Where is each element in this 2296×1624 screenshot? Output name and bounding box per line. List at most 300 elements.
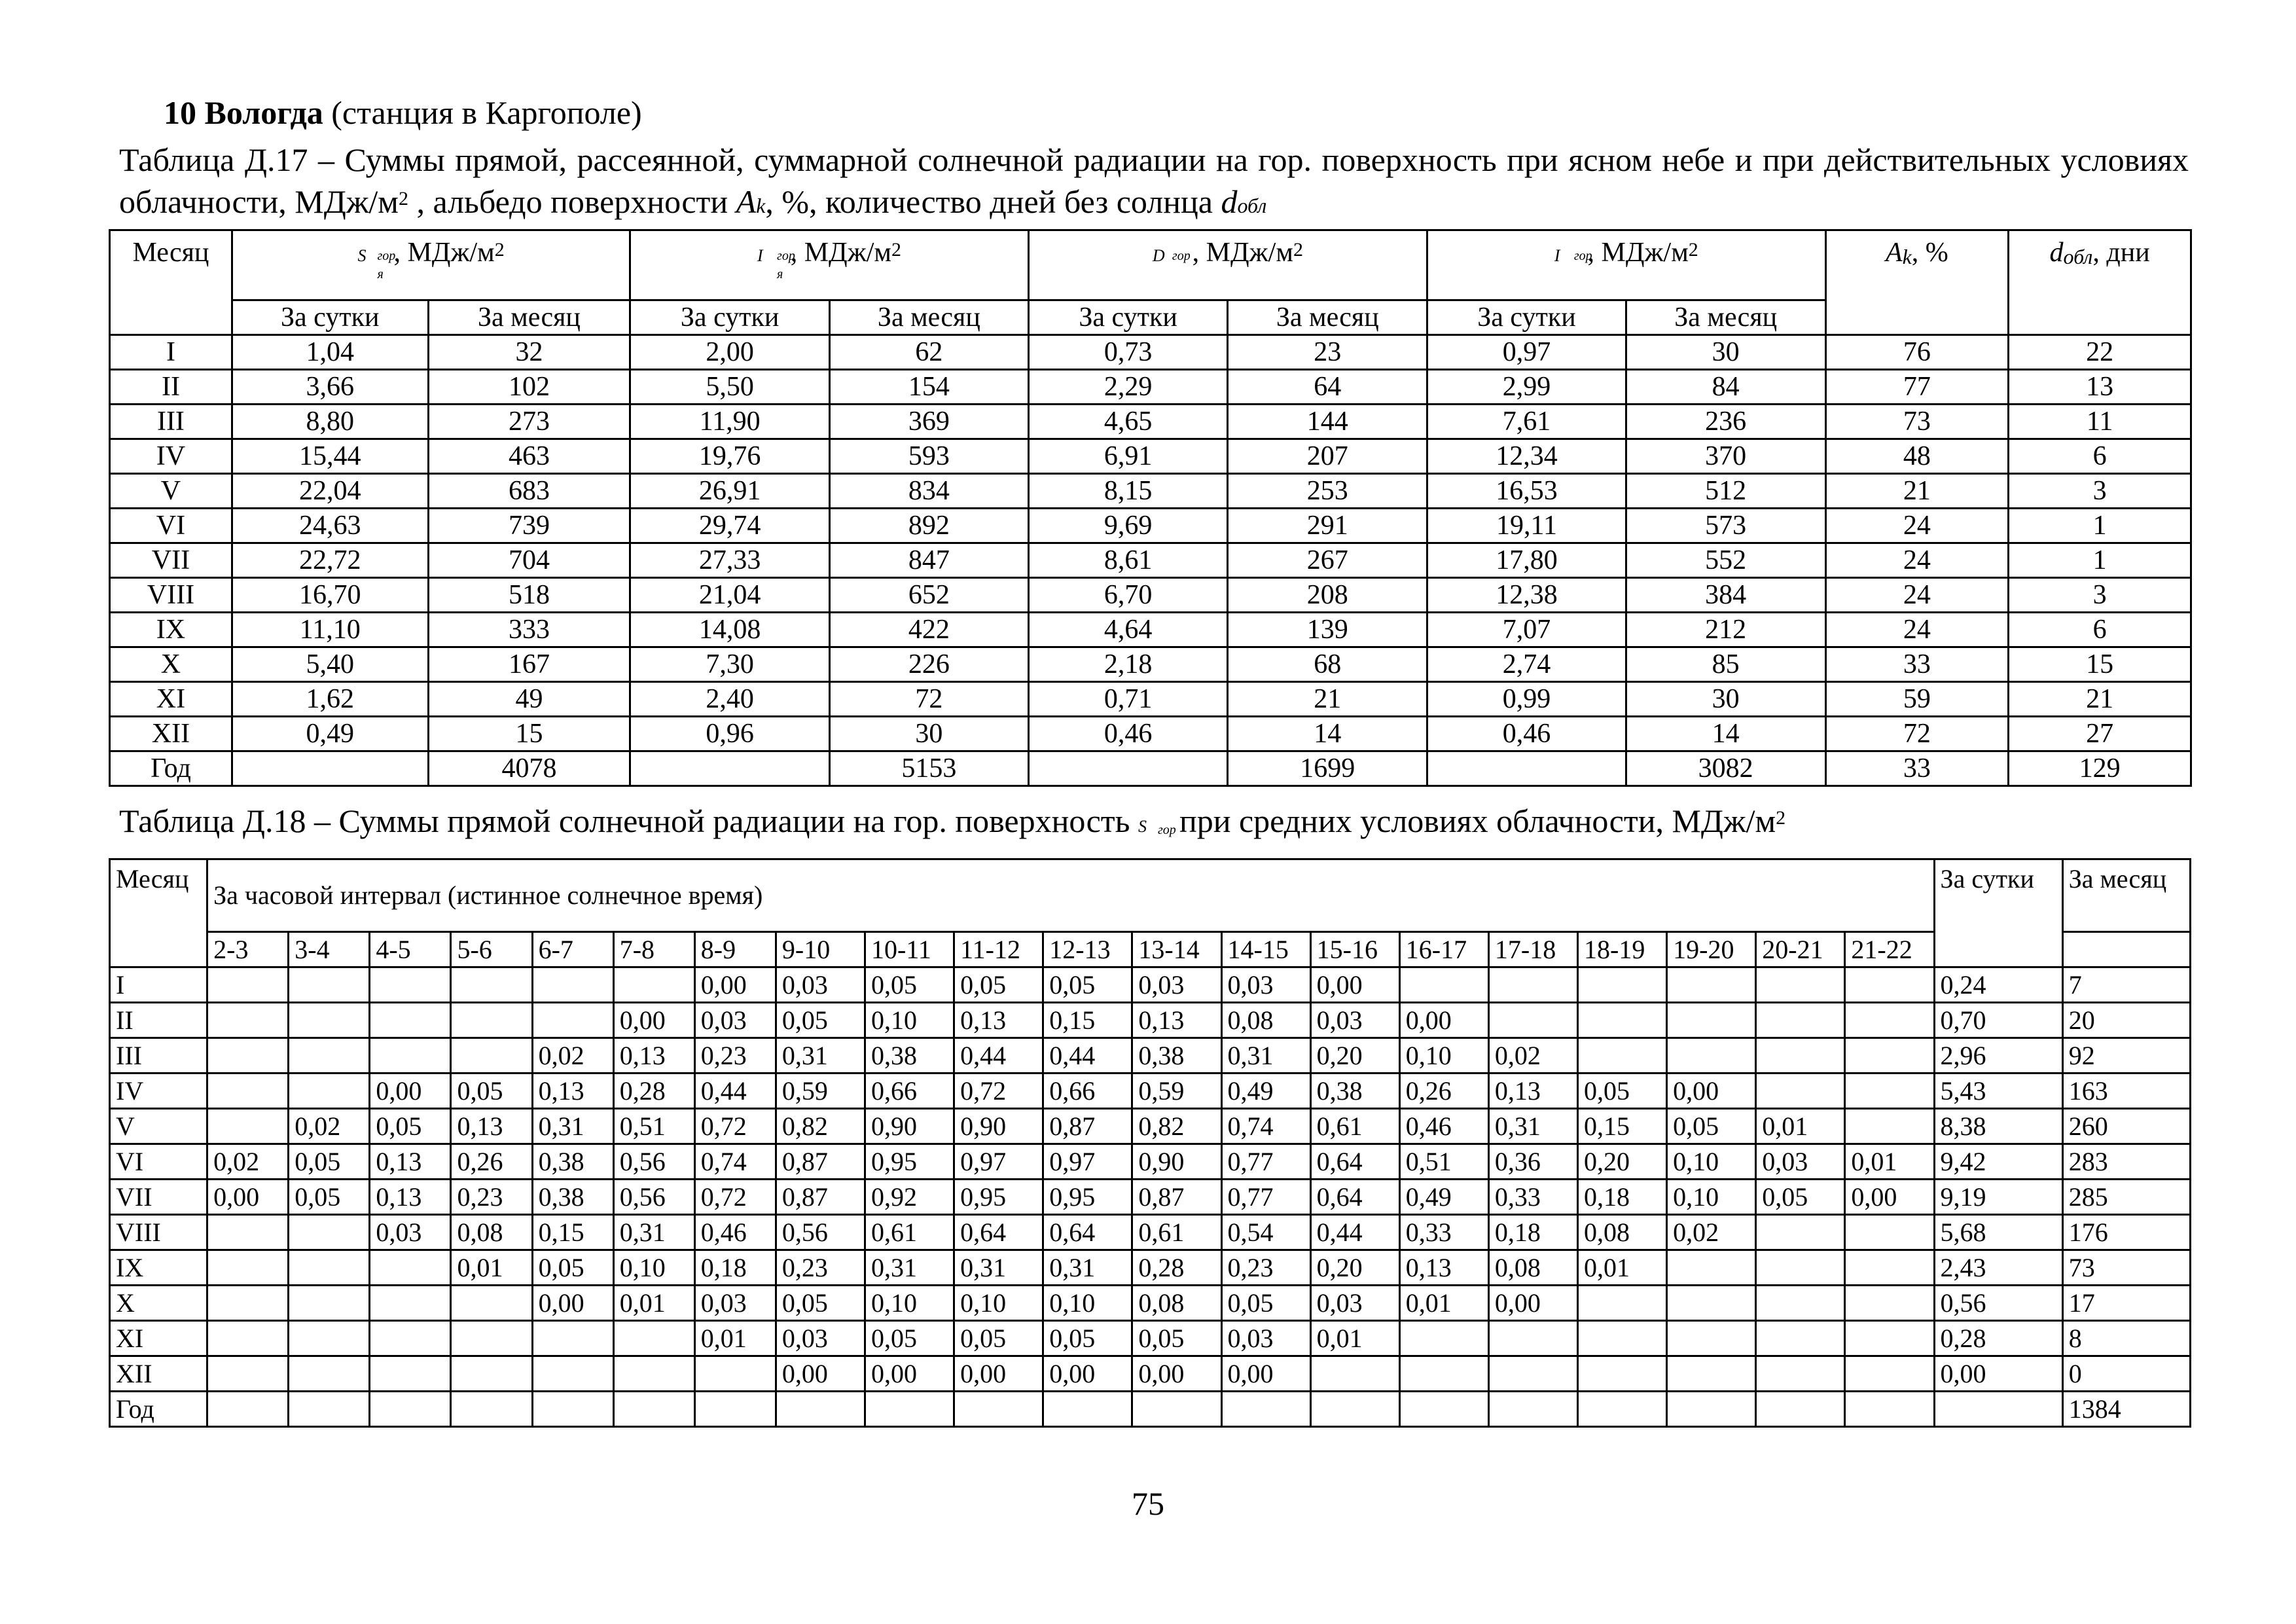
table2-hour-header: 12-13 bbox=[1043, 932, 1132, 967]
table2-value-cell bbox=[1845, 1286, 1934, 1321]
table2-value-cell bbox=[1756, 1356, 1845, 1392]
table1-value-cell: 5,40 bbox=[232, 647, 428, 682]
table2-value-cell: 0,72 bbox=[694, 1180, 776, 1215]
table1-value-cell: 27 bbox=[2009, 717, 2191, 751]
table2-month-cell: I bbox=[110, 967, 207, 1003]
table2-hour-header: 2-3 bbox=[207, 932, 289, 967]
table2-value-cell: 0,44 bbox=[1310, 1215, 1399, 1250]
table1-value-cell: 19,76 bbox=[630, 439, 830, 474]
table2-value-cell bbox=[370, 1321, 451, 1356]
table2-value-cell: 0,10 bbox=[1043, 1286, 1132, 1321]
table2-month-cell: II bbox=[110, 1003, 207, 1038]
table1-value-cell: 273 bbox=[428, 405, 630, 439]
table1-value-cell: 253 bbox=[1228, 474, 1427, 509]
table2-value-cell: 0,31 bbox=[865, 1250, 954, 1286]
table2-hour-header: 16-17 bbox=[1399, 932, 1488, 967]
direct-symbol-sup: гор bbox=[377, 249, 396, 263]
table2-value-cell bbox=[613, 1356, 694, 1392]
table2-value-cell: 0,00 bbox=[532, 1286, 613, 1321]
table2-value-cell bbox=[694, 1392, 776, 1427]
table1-caption-mid2: , %, количество дней без солнца bbox=[765, 183, 1221, 220]
table2-value-cell: 8 bbox=[2062, 1321, 2190, 1356]
table1-value-cell: 7,07 bbox=[1427, 613, 1626, 647]
table2-month-cell: VII bbox=[110, 1180, 207, 1215]
table2-value-cell bbox=[451, 1003, 532, 1038]
table2-caption-sup: 2 bbox=[1776, 807, 1786, 829]
table2-value-cell: 0,10 bbox=[954, 1286, 1043, 1321]
table1-body bbox=[110, 335, 2191, 786]
table2-value-cell: 0,05 bbox=[776, 1286, 865, 1321]
table2-row bbox=[110, 1356, 2191, 1392]
table2-value-cell: 0,18 bbox=[1578, 1180, 1667, 1215]
table2-value-cell: 0,87 bbox=[1132, 1180, 1221, 1215]
table1-value-cell: 26,91 bbox=[630, 474, 830, 509]
table2-value-cell: 0,74 bbox=[1221, 1109, 1310, 1144]
table2-value-cell bbox=[1310, 1392, 1399, 1427]
table2-value-cell bbox=[207, 1286, 289, 1321]
albedo-unit: , % bbox=[1911, 238, 1948, 268]
table2-value-cell: 0,03 bbox=[1310, 1003, 1399, 1038]
table2-value-cell: 0,10 bbox=[1667, 1144, 1756, 1180]
table1-value-cell: 512 bbox=[1626, 474, 1825, 509]
table2-value-cell bbox=[1756, 1392, 1845, 1427]
table1-value-cell: 15 bbox=[428, 717, 630, 751]
table1-total-header bbox=[1427, 230, 1825, 300]
table1-value-cell: 22 bbox=[2009, 335, 2191, 370]
table2-value-cell bbox=[289, 1074, 370, 1109]
table2-value-cell bbox=[1756, 1215, 1845, 1250]
table2-value-cell bbox=[1756, 1074, 1845, 1109]
table2-value-cell: 8,38 bbox=[1934, 1109, 2062, 1144]
table1-row bbox=[110, 682, 2191, 717]
table2-value-cell bbox=[289, 1250, 370, 1286]
table2-value-cell: 5,68 bbox=[1934, 1215, 2062, 1250]
table1-value-cell: 0,96 bbox=[630, 717, 830, 751]
table2-value-cell bbox=[1399, 1321, 1488, 1356]
table1-caption bbox=[119, 139, 2189, 223]
table2-value-cell bbox=[207, 1250, 289, 1286]
table2-value-cell: 0,15 bbox=[1578, 1109, 1667, 1144]
table1-value-cell: 6,91 bbox=[1028, 439, 1228, 474]
table2-value-cell bbox=[1756, 1286, 1845, 1321]
table2-value-cell bbox=[1845, 1392, 1934, 1427]
table2-value-cell: 0,90 bbox=[1132, 1144, 1221, 1180]
table2-value-cell bbox=[954, 1392, 1043, 1427]
table1-month-cell: Год bbox=[110, 751, 232, 786]
table2-value-cell: 0,08 bbox=[1132, 1286, 1221, 1321]
table1-value-cell bbox=[630, 751, 830, 786]
table2-value-cell: 0,00 bbox=[1399, 1003, 1488, 1038]
table2-value-cell: 0,36 bbox=[1488, 1144, 1577, 1180]
table2-month-cell: Год bbox=[110, 1392, 207, 1427]
table2-value-cell bbox=[1667, 1356, 1756, 1392]
table2-value-cell: 0,01 bbox=[451, 1250, 532, 1286]
table2-value-cell: 0,64 bbox=[1043, 1215, 1132, 1250]
table2-value-cell: 0,00 bbox=[1934, 1356, 2062, 1392]
table1-value-cell: 0,99 bbox=[1427, 682, 1626, 717]
table2-value-cell: 0,31 bbox=[1043, 1250, 1132, 1286]
table2-value-cell: 0,54 bbox=[1221, 1215, 1310, 1250]
table2-value-cell: 0,00 bbox=[1845, 1180, 1934, 1215]
table1-value-cell: 15 bbox=[2009, 647, 2191, 682]
table1-value-cell: 7,61 bbox=[1427, 405, 1626, 439]
table1-value-cell bbox=[1427, 751, 1626, 786]
table2-value-cell: 0,01 bbox=[1845, 1144, 1934, 1180]
table2-value-cell bbox=[532, 1356, 613, 1392]
table2-value-cell: 0,00 bbox=[694, 967, 776, 1003]
table1-value-cell: 4078 bbox=[428, 751, 630, 786]
table2-per-day-header: За сутки bbox=[1934, 859, 2062, 967]
table1-value-cell: 5,50 bbox=[630, 370, 830, 405]
table2-value-cell: 0,01 bbox=[694, 1321, 776, 1356]
table2-value-cell: 0,13 bbox=[370, 1144, 451, 1180]
table1-value-cell: 48 bbox=[1825, 439, 2009, 474]
table2-value-cell: 0,49 bbox=[1399, 1180, 1488, 1215]
table1-value-cell: 1 bbox=[2009, 543, 2191, 578]
table2-value-cell: 0,77 bbox=[1221, 1144, 1310, 1180]
table2-per-month-header-cont bbox=[2062, 932, 2190, 967]
table2-value-cell: 163 bbox=[2062, 1074, 2190, 1109]
table1-subheader-day: За сутки bbox=[1427, 300, 1626, 335]
table2-interval-header: За часовой интервал (истинное солнечное время) bbox=[207, 859, 1934, 932]
table1-row bbox=[110, 439, 2191, 474]
table2-value-cell: 0,95 bbox=[954, 1180, 1043, 1215]
table1-value-cell: 267 bbox=[1228, 543, 1427, 578]
table1-month-header: Месяц bbox=[110, 230, 232, 335]
total-clear-symbol: I bbox=[757, 246, 763, 265]
table1-value-cell: 593 bbox=[830, 439, 1029, 474]
table2-value-cell: 0,00 bbox=[370, 1074, 451, 1109]
table1-caption-d: d bbox=[1221, 183, 1238, 220]
table2-hour-header: 18-19 bbox=[1578, 932, 1667, 967]
table2-value-cell: 0,08 bbox=[1221, 1003, 1310, 1038]
table2-value-cell: 0,02 bbox=[1488, 1038, 1577, 1074]
table1-row bbox=[110, 647, 2191, 682]
table2-value-cell bbox=[1399, 1356, 1488, 1392]
table1-value-cell: 739 bbox=[428, 509, 630, 543]
table1-value-cell: 24 bbox=[1825, 578, 2009, 613]
table2-value-cell: 0,56 bbox=[1934, 1286, 2062, 1321]
table2-value-cell bbox=[1845, 1250, 1934, 1286]
table1-subheader-day: За сутки bbox=[1028, 300, 1228, 335]
table1-value-cell: 3082 bbox=[1626, 751, 1825, 786]
table1-value-cell: 208 bbox=[1228, 578, 1427, 613]
table2-value-cell: 0,13 bbox=[613, 1038, 694, 1074]
table1-value-cell: 73 bbox=[1825, 405, 2009, 439]
table2-value-cell: 7 bbox=[2062, 967, 2190, 1003]
table2-value-cell bbox=[207, 1392, 289, 1427]
table2-value-cell: 0,31 bbox=[613, 1215, 694, 1250]
table2-value-cell: 283 bbox=[2062, 1144, 2190, 1180]
table1-caption-mid: , альбедо поверхности bbox=[408, 183, 736, 220]
table1-value-cell: 8,61 bbox=[1028, 543, 1228, 578]
table2-value-cell bbox=[1845, 1356, 1934, 1392]
table1-value-cell: 154 bbox=[830, 370, 1029, 405]
table2-value-cell bbox=[207, 1074, 289, 1109]
table1-caption-ak-sub: k bbox=[756, 194, 766, 217]
table2-value-cell: 0,10 bbox=[1399, 1038, 1488, 1074]
table1-value-cell: 1,04 bbox=[232, 335, 428, 370]
table2-value-cell: 0,38 bbox=[1132, 1038, 1221, 1074]
table2-value-cell: 0,38 bbox=[532, 1144, 613, 1180]
table2-month-header: Месяц bbox=[110, 859, 207, 967]
table1-value-cell: 22,72 bbox=[232, 543, 428, 578]
table1-month-cell: IX bbox=[110, 613, 232, 647]
table1-value-cell: 552 bbox=[1626, 543, 1825, 578]
hourly-direct-radiation-table bbox=[109, 858, 2191, 1428]
table2-value-cell bbox=[1756, 1038, 1845, 1074]
table2-value-cell bbox=[532, 1392, 613, 1427]
table2-value-cell: 0,28 bbox=[613, 1074, 694, 1109]
sunless-symbol: d bbox=[2049, 238, 2064, 268]
table2-value-cell: 0,08 bbox=[451, 1215, 532, 1250]
table2-value-cell: 0,10 bbox=[865, 1286, 954, 1321]
table1-value-cell: 422 bbox=[830, 613, 1029, 647]
table2-value-cell: 0,05 bbox=[1756, 1180, 1845, 1215]
table1-value-cell: 892 bbox=[830, 509, 1029, 543]
table2-value-cell: 9,42 bbox=[1934, 1144, 2062, 1180]
table2-value-cell bbox=[1132, 1392, 1221, 1427]
table1-month-cell: VII bbox=[110, 543, 232, 578]
table2-hour-header: 13-14 bbox=[1132, 932, 1221, 967]
table2-value-cell: 260 bbox=[2062, 1109, 2190, 1144]
radiation-clear-sky-table bbox=[109, 229, 2192, 787]
table2-value-cell: 0,05 bbox=[1043, 967, 1132, 1003]
table2-row bbox=[110, 1038, 2191, 1074]
table2-value-cell: 0,13 bbox=[1488, 1074, 1577, 1109]
diffuse-unit: , МДж/м bbox=[1192, 238, 1293, 268]
table1-value-cell bbox=[1028, 751, 1228, 786]
table2-value-cell: 176 bbox=[2062, 1215, 2190, 1250]
table2-value-cell bbox=[370, 1250, 451, 1286]
table1-value-cell: 27,33 bbox=[630, 543, 830, 578]
table2-value-cell: 0,97 bbox=[1043, 1144, 1132, 1180]
table1-month-cell: XII bbox=[110, 717, 232, 751]
table2-value-cell: 0,59 bbox=[776, 1074, 865, 1109]
table2-value-cell bbox=[865, 1392, 954, 1427]
table2-value-cell: 0,33 bbox=[1488, 1180, 1577, 1215]
table2-value-cell bbox=[532, 967, 613, 1003]
table2-value-cell bbox=[1845, 1038, 1934, 1074]
table1-value-cell: 23 bbox=[1228, 335, 1427, 370]
table2-value-cell: 0,95 bbox=[865, 1144, 954, 1180]
table2-value-cell: 0,13 bbox=[532, 1074, 613, 1109]
table2-value-cell: 0,00 bbox=[207, 1180, 289, 1215]
table1-value-cell: 16,53 bbox=[1427, 474, 1626, 509]
table1-value-cell: 0,73 bbox=[1028, 335, 1228, 370]
table1-month-cell: IV bbox=[110, 439, 232, 474]
table1-subheader-day: За сутки bbox=[232, 300, 428, 335]
table1-value-cell: 207 bbox=[1228, 439, 1427, 474]
table2-value-cell bbox=[370, 1038, 451, 1074]
table2-hour-header: 15-16 bbox=[1310, 932, 1399, 967]
table2-value-cell: 17 bbox=[2062, 1286, 2190, 1321]
table2-value-cell bbox=[1756, 967, 1845, 1003]
table2-value-cell bbox=[1488, 1321, 1577, 1356]
table2-hour-header: 20-21 bbox=[1756, 932, 1845, 967]
table1-month-cell: XI bbox=[110, 682, 232, 717]
table2-value-cell: 0,49 bbox=[1221, 1074, 1310, 1109]
table2-value-cell: 0,92 bbox=[865, 1180, 954, 1215]
table1-value-cell: 30 bbox=[830, 717, 1029, 751]
table2-value-cell: 0,15 bbox=[1043, 1003, 1132, 1038]
table1-value-cell: 0,97 bbox=[1427, 335, 1626, 370]
table2-value-cell bbox=[1756, 1003, 1845, 1038]
table1-value-cell: 30 bbox=[1626, 335, 1825, 370]
table1-month-cell: VI bbox=[110, 509, 232, 543]
total-clear-symbol-sub: я bbox=[777, 267, 783, 281]
table2-hours-row bbox=[110, 932, 2191, 967]
table1-value-cell: 2,40 bbox=[630, 682, 830, 717]
table2-value-cell: 0,05 bbox=[289, 1144, 370, 1180]
table2-value-cell: 0,59 bbox=[1132, 1074, 1221, 1109]
table2-value-cell bbox=[451, 1356, 532, 1392]
table2-hour-header: 19-20 bbox=[1667, 932, 1756, 967]
table1-value-cell: 102 bbox=[428, 370, 630, 405]
table2-month-cell: X bbox=[110, 1286, 207, 1321]
table1-value-cell: 0,71 bbox=[1028, 682, 1228, 717]
table2-value-cell: 0,01 bbox=[1756, 1109, 1845, 1144]
table1-caption-ak: A bbox=[736, 183, 757, 220]
table2-value-cell bbox=[1399, 1392, 1488, 1427]
table1-value-cell: 11,90 bbox=[630, 405, 830, 439]
table2-value-cell bbox=[1934, 1392, 2062, 1427]
table2-row bbox=[110, 1250, 2191, 1286]
table2-value-cell: 0,20 bbox=[1310, 1038, 1399, 1074]
table2-hour-header: 9-10 bbox=[776, 932, 865, 967]
table1-value-cell: 167 bbox=[428, 647, 630, 682]
table2-value-cell: 0,13 bbox=[1132, 1003, 1221, 1038]
table2-value-cell bbox=[451, 1321, 532, 1356]
table2-value-cell: 0,64 bbox=[954, 1215, 1043, 1250]
table2-value-cell: 0,23 bbox=[451, 1180, 532, 1215]
table2-value-cell: 0,31 bbox=[954, 1250, 1043, 1286]
table2-value-cell bbox=[1578, 1038, 1667, 1074]
table2-value-cell: 20 bbox=[2062, 1003, 2190, 1038]
table2-row bbox=[110, 1144, 2191, 1180]
table1-value-cell: 0,49 bbox=[232, 717, 428, 751]
table1-value-cell: 2,74 bbox=[1427, 647, 1626, 682]
table2-value-cell: 0,46 bbox=[1399, 1109, 1488, 1144]
table2-row bbox=[110, 1392, 2191, 1427]
table1-value-cell: 9,69 bbox=[1028, 509, 1228, 543]
table2-value-cell: 0,64 bbox=[1310, 1144, 1399, 1180]
table2-value-cell: 0,05 bbox=[451, 1074, 532, 1109]
table2-header-row bbox=[110, 859, 2191, 932]
section-title bbox=[164, 93, 642, 132]
table1-value-cell: 683 bbox=[428, 474, 630, 509]
table2-value-cell: 0 bbox=[2062, 1356, 2190, 1392]
table2-value-cell: 92 bbox=[2062, 1038, 2190, 1074]
table2-value-cell: 0,00 bbox=[1221, 1356, 1310, 1392]
table1-value-cell: 3 bbox=[2009, 474, 2191, 509]
table2-value-cell: 0,03 bbox=[694, 1003, 776, 1038]
table1-value-cell: 370 bbox=[1626, 439, 1825, 474]
total-clear-unit: , МДж/м bbox=[790, 238, 891, 268]
table2-row bbox=[110, 967, 2191, 1003]
table2-value-cell: 0,01 bbox=[1578, 1250, 1667, 1286]
table2-hour-header: 11-12 bbox=[954, 932, 1043, 967]
table1-value-cell: 33 bbox=[1825, 647, 2009, 682]
table2-value-cell: 0,95 bbox=[1043, 1180, 1132, 1215]
albedo-symbol-sub: k bbox=[1902, 245, 1912, 268]
table2-value-cell: 0,66 bbox=[865, 1074, 954, 1109]
table2-value-cell: 0,03 bbox=[1132, 967, 1221, 1003]
table2-value-cell bbox=[1488, 1392, 1577, 1427]
table2-value-cell bbox=[1667, 1286, 1756, 1321]
table2-hour-header: 14-15 bbox=[1221, 932, 1310, 967]
table2-value-cell bbox=[776, 1392, 865, 1427]
table1-row bbox=[110, 335, 2191, 370]
table2-value-cell: 0,20 bbox=[1310, 1250, 1399, 1286]
table2-value-cell bbox=[1845, 967, 1934, 1003]
table2-value-cell: 0,20 bbox=[1578, 1144, 1667, 1180]
table2-value-cell bbox=[1667, 1250, 1756, 1286]
table1-value-cell: 7,30 bbox=[630, 647, 830, 682]
table2-value-cell: 0,61 bbox=[1310, 1109, 1399, 1144]
table2-value-cell bbox=[1667, 1038, 1756, 1074]
table1-value-cell: 14 bbox=[1228, 717, 1427, 751]
table2-value-cell bbox=[207, 1356, 289, 1392]
table1-value-cell: 5153 bbox=[830, 751, 1029, 786]
table2-value-cell bbox=[1845, 1074, 1934, 1109]
table2-value-cell: 0,46 bbox=[694, 1215, 776, 1250]
table2-value-cell bbox=[1667, 1003, 1756, 1038]
table1-value-cell: 2,99 bbox=[1427, 370, 1626, 405]
table2-value-cell: 0,05 bbox=[865, 1321, 954, 1356]
direct-symbol: S bbox=[357, 246, 367, 265]
table2-value-cell bbox=[289, 1003, 370, 1038]
table2-caption-symbol-sup: гор bbox=[1157, 823, 1176, 837]
table2-value-cell: 0,72 bbox=[954, 1074, 1043, 1109]
table2-value-cell: 0,18 bbox=[1488, 1215, 1577, 1250]
table1-value-cell: 1,62 bbox=[232, 682, 428, 717]
table2-value-cell: 0,31 bbox=[1221, 1038, 1310, 1074]
table1-row bbox=[110, 543, 2191, 578]
table1-subheader-month: За месяц bbox=[1228, 300, 1427, 335]
table2-value-cell: 0,01 bbox=[613, 1286, 694, 1321]
table2-value-cell: 0,23 bbox=[776, 1250, 865, 1286]
table2-value-cell: 0,44 bbox=[954, 1038, 1043, 1074]
table2-value-cell bbox=[1845, 1109, 1934, 1144]
table1-value-cell: 84 bbox=[1626, 370, 1825, 405]
sunless-symbol-sub: обл bbox=[2063, 245, 2093, 268]
total-symbol-sup: гор bbox=[1573, 249, 1592, 263]
table2-row bbox=[110, 1321, 2191, 1356]
table2-value-cell bbox=[1845, 1321, 1934, 1356]
table2-value-cell: 0,03 bbox=[1221, 1321, 1310, 1356]
table2-value-cell: 0,66 bbox=[1043, 1074, 1132, 1109]
table2-value-cell: 0,23 bbox=[694, 1038, 776, 1074]
table1-caption-d-sub: обл bbox=[1237, 194, 1267, 217]
table2-value-cell: 2,43 bbox=[1934, 1250, 2062, 1286]
table2-value-cell: 0,64 bbox=[1310, 1180, 1399, 1215]
table1-value-cell bbox=[232, 751, 428, 786]
table1-albedo-header bbox=[1825, 230, 2009, 335]
table2-value-cell bbox=[289, 1321, 370, 1356]
table2-month-cell: IV bbox=[110, 1074, 207, 1109]
table2-value-cell bbox=[1578, 1286, 1667, 1321]
table1-value-cell: 24 bbox=[1825, 543, 2009, 578]
table2-value-cell: 0,31 bbox=[532, 1109, 613, 1144]
total-clear-symbol-sup: гор bbox=[777, 249, 795, 263]
table2-month-cell: V bbox=[110, 1109, 207, 1144]
table2-value-cell: 0,61 bbox=[865, 1215, 954, 1250]
table2-value-cell: 0,03 bbox=[1756, 1144, 1845, 1180]
table2-value-cell: 0,31 bbox=[1488, 1109, 1577, 1144]
table1-value-cell: 463 bbox=[428, 439, 630, 474]
table1-value-cell: 17,80 bbox=[1427, 543, 1626, 578]
